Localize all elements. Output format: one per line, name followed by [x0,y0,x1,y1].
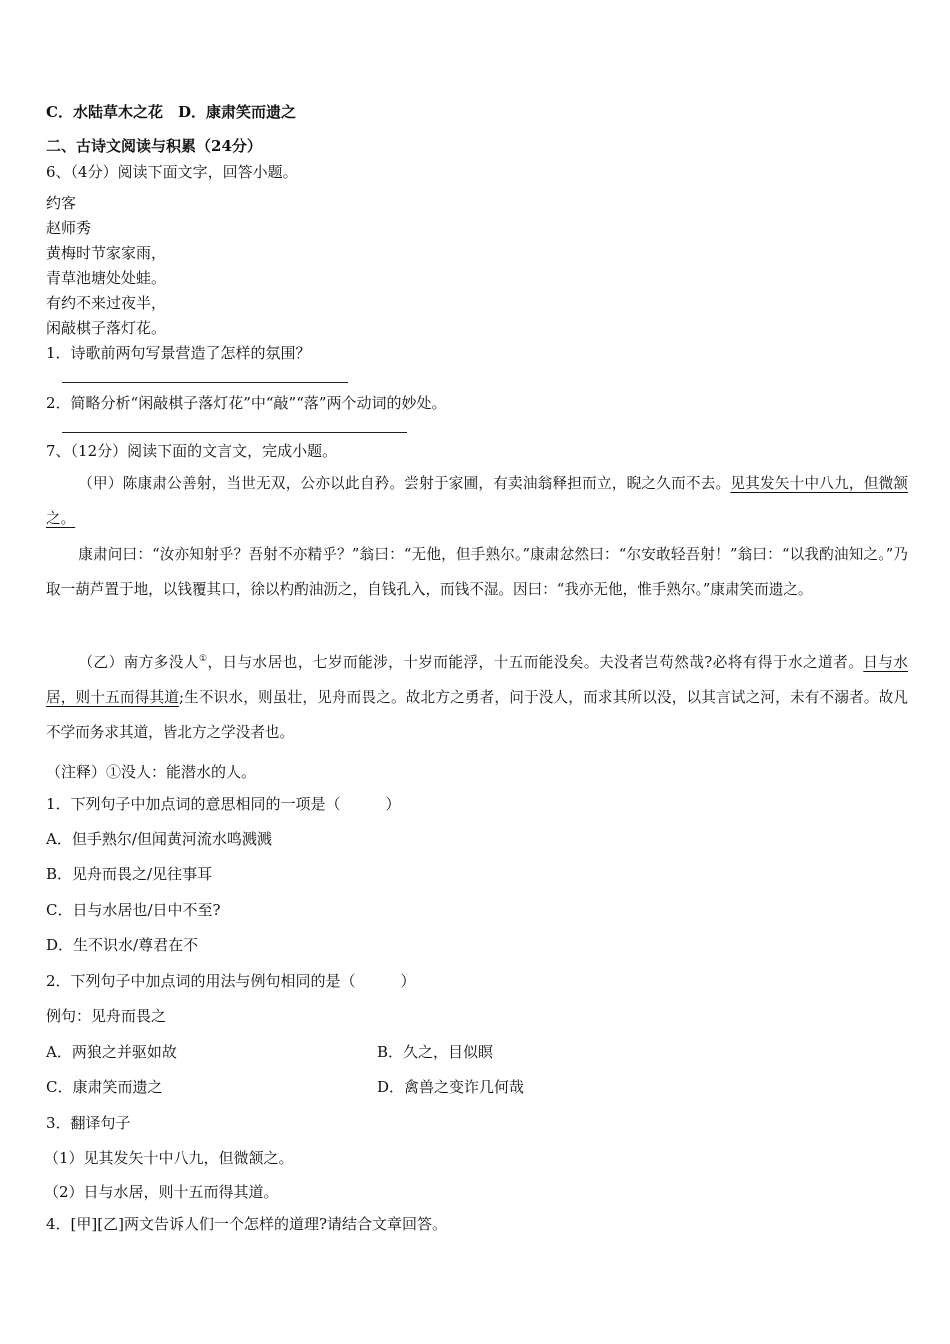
top-options-line: C．水陆草木之花 D．康肃笑而遗之 [46,103,296,121]
poem-line-4: 闲敲棋子落灯花。 [46,319,167,337]
passage-jia-p2-text: 康肃问曰：“汝亦知射乎？吾射不亦精乎？”翁曰：“无他，但手熟尔。”康肃忿然曰：“尔安敢轻吾射！”翁曰：“以我酌油知之。”乃取一葫芦置于地，以钱覆其口，徐以杓酌油沥之，自钱孔入，而钱不湿。因曰：“我亦无他，惟手熟尔。”康肃笑而遗之。 [46,546,908,598]
q6-sub2: 2．简略分析“闲敲棋子落灯花”中“敲”“落”两个动词的妙处。 [46,394,447,412]
q7-sub3-item-2: （2）日与水居，则十五而得其道。 [44,1183,279,1201]
passage-yi-end: ;生不识水，则虽壮，见舟而畏之。故北方之勇者，问于没人，而求其所以没，以其言试之河，未有不溺者。故凡不学而务求其道，皆北方之学没者也。 [46,689,908,741]
poem-line-2: 青草池塘处处蛙。 [46,269,167,287]
q6-sub1-answer-line[interactable] [62,382,348,383]
q7-sub1-option-d[interactable]: D．生不识水/尊君在不 [46,936,199,954]
passage-jia-p1-text: （甲）陈康肃公善射，当世无双，公亦以此自矜。尝射于家圃，有卖油翁释担而立，睨之久而不去。 [78,475,731,492]
section2-heading: 二、古诗文阅读与积累（24分） [46,137,262,155]
passage-jia-p1 [46,466,908,536]
passage-jia-p2 [46,537,908,607]
passage-yi-mid: ，日与水居也，七岁而能涉，十岁而能浮，十五而能没矣。夫没者岂苟然哉?必将有得于水之道者。 [207,654,864,671]
passage-yi-start: （乙）南方多没人 [78,654,199,671]
q7-sub1-option-c[interactable]: C．日与水居也/日中不至? [46,901,221,919]
passage-yi-underlined: 日与水居，则十五而得其道 [46,654,908,706]
poem-line-1: 黄梅时节家家雨， [46,244,167,262]
q7-sub1: 1．下列句子中加点词的意思相同的一项是（ ） [46,795,401,813]
q6-prompt: 6、（4分）阅读下面文字，回答小题。 [46,163,298,181]
q7-sub2-option-a[interactable]: A．两狼之并驱如故 [46,1043,177,1061]
poem-title: 约客 [46,194,77,212]
q7-sub3: 3．翻译句子 [46,1114,131,1132]
footnote-mark: ① [198,654,208,664]
passage-jia-p1-underlined: 见其发矢十中八九，但微颔之。 [46,475,908,527]
q7-sub2-example: 例句：见舟而畏之 [46,1007,167,1025]
q7-sub2-options-row2 [46,1077,524,1097]
q7-sub2-options-row1 [46,1042,493,1062]
q6-sub1: 1．诗歌前两句写景营造了怎样的氛围？ [46,344,311,362]
q6-sub2-answer-line[interactable] [62,432,407,433]
q7-sub2-option-d[interactable]: D．禽兽之变诈几何哉 [377,1078,525,1096]
passage-yi [46,645,908,750]
annotation: （注释）①没人：能潜水的人。 [46,763,257,781]
q7-sub3-item-1: （1）见其发矢十中八九，但微颔之。 [44,1149,294,1167]
q7-sub2: 2．下列句子中加点词的用法与例句相同的是（ ） [46,972,416,990]
poem-line-3: 有约不来过夜半， [46,294,167,312]
q7-sub4: 4．[甲][乙]两文告诉人们一个怎样的道理?请结合文章回答。 [46,1215,447,1233]
q7-sub2-option-b[interactable]: B．久之，目似瞑 [377,1043,494,1061]
q7-sub2-option-c[interactable]: C．康肃笑而遗之 [46,1078,163,1096]
q7-sub1-option-a[interactable]: A．但手熟尔/但闻黄河流水鸣溅溅 [46,830,272,848]
q7-sub1-option-b[interactable]: B．见舟而畏之/见往事耳 [46,865,213,883]
poem-author: 赵师秀 [46,219,92,237]
q7-prompt: 7、（12分）阅读下面的文言文，完成小题。 [46,442,338,460]
